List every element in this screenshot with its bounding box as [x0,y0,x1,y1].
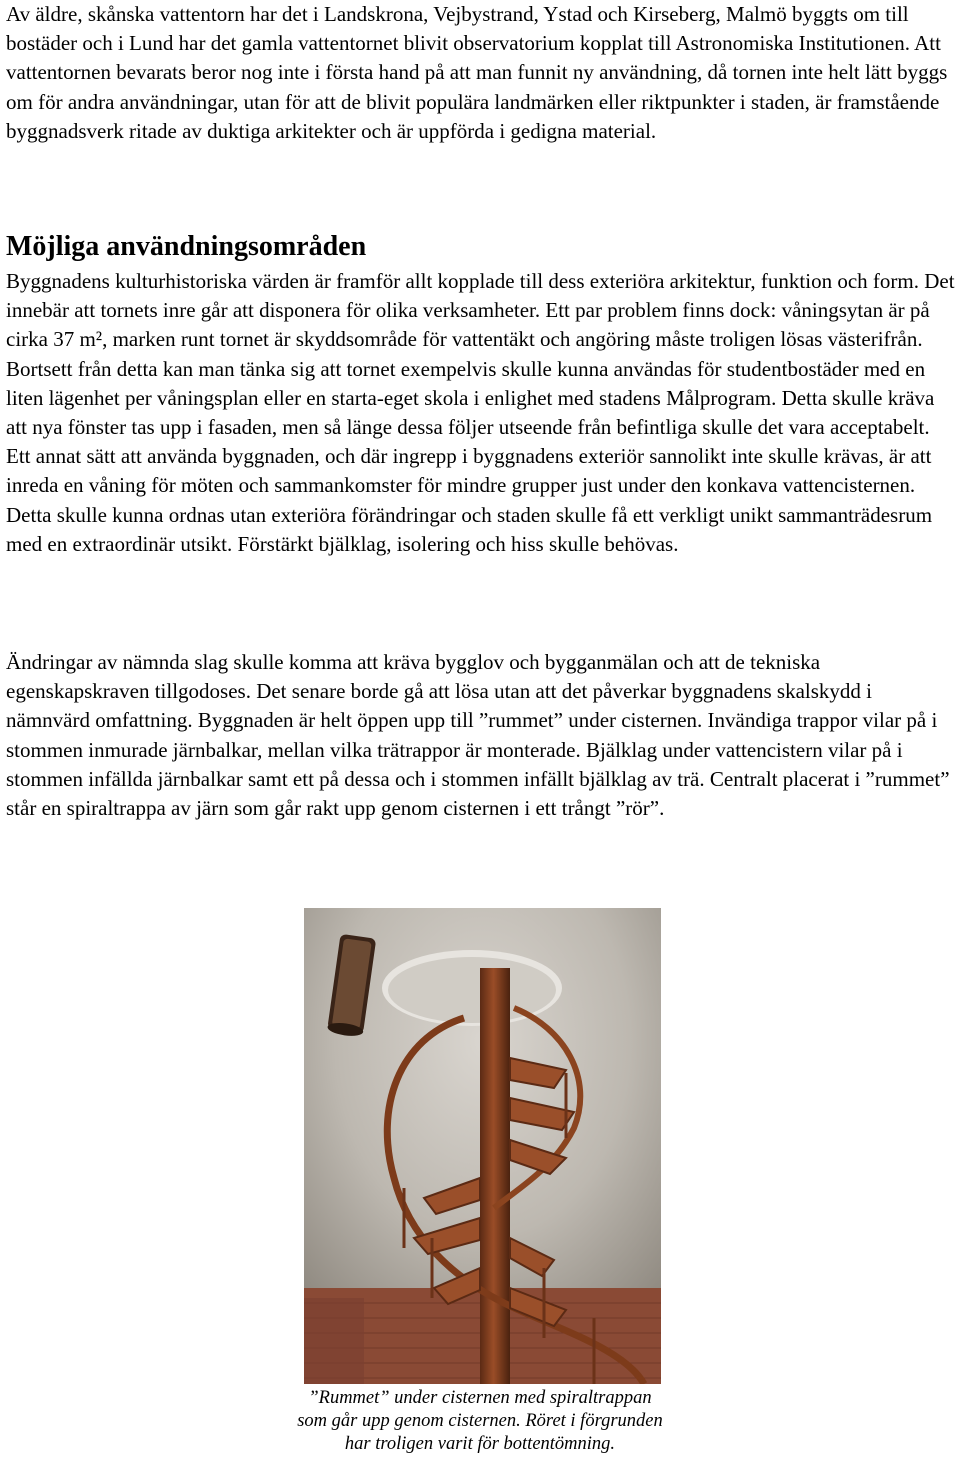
photo-caption [200,1387,760,1456]
caption-line-3: har troligen varit för bottentömning. [344,1434,616,1454]
spiral-staircase-photo [304,908,661,1384]
caption-line-2: som går upp genom cisternen. Röret i förgrunden [297,1411,663,1431]
usage-paragraph: Byggnadens kulturhistoriska värden är framför allt kopplade till dess exteriöra arkitektur, funktion och form. Det innebär att tornets inre går att disponera för olika verksamheter. Ett par problem finns dock: våningsytan är på cirka 37 m², marken runt tornet är skyddsområde för vattentäkt och angöring måste troligen lösas västerifrån. Bortsett från detta kan man tänka sig att tornet exempelvis skulle kunna användas för studentbostäder med en liten lägenhet per våningsplan eller en starta-eget skola i enlighet med stadens Målprogram. Detta skulle kräva att nya fönster tas upp i fasaden, men så länge dessa följer utseende från befintliga skulle det vara acceptabelt. Ett annat sätt att använda byggnaden, och där ingrepp i byggnadens exteriör sannolikt inte skulle krävas, är att inreda en våning för möten och sammankomster för mindre grupper just under den konkava vattencisternen. Detta skulle kunna ordnas utan exteriöra förändringar och staden skulle få ett verkligt unikt sammanträdesrum med en extraordinär utsikt. Förstärkt bjälklag, isolering och hiss skulle behövas. [6,269,955,556]
intro-paragraph: Av äldre, skånska vattentorn har det i Landskrona, Vejbystrand, Ystad och Kirseberg, Malmö byggts om till bostäder och i Lund har det gamla vattentornet blivit observatorium kopplat till Astronomiska Institutionen. Att vattentornen bevarats beror nog inte i första hand på att man funnit ny användning, då tornen inte helt lätt byggs om för andra användningar, utan för att de blivit populära landmärken eller riktpunkter i staden, är framstående byggnadsverk ritade av duktiga arkitekter och är uppförda i gedigna material. [6,2,948,143]
changes-paragraph: Ändringar av nämnda slag skulle komma att kräva bygglov och bygganmälan och att de tekniska egenskapskraven tillgodoses. Det senare borde gå att lösa utan att det påverkar byggnadens skalskydd i nämnvärd omfattning. Byggnaden är helt öppen upp till ”rummet” under cisternen. Invändiga trappor vilar på i stommen inmurade järnbalkar, mellan vilka trätrappor är monterade. Bjälklag under vattencistern vilar på i stommen infällda järnbalkar samt ett på dessa och i stommen infällt bjälklag av trä. Centralt placerat i ”rummet” står en spiraltrappa av järn som går rakt upp genom cisternen i ett trångt ”rör”. [6,650,950,821]
caption-line-1: ”Rummet” under cisternen med spiraltrappan [308,1388,652,1408]
section-heading: Möjliga användningsområden [6,231,367,262]
spiral-staircase-illustration [304,908,661,1384]
